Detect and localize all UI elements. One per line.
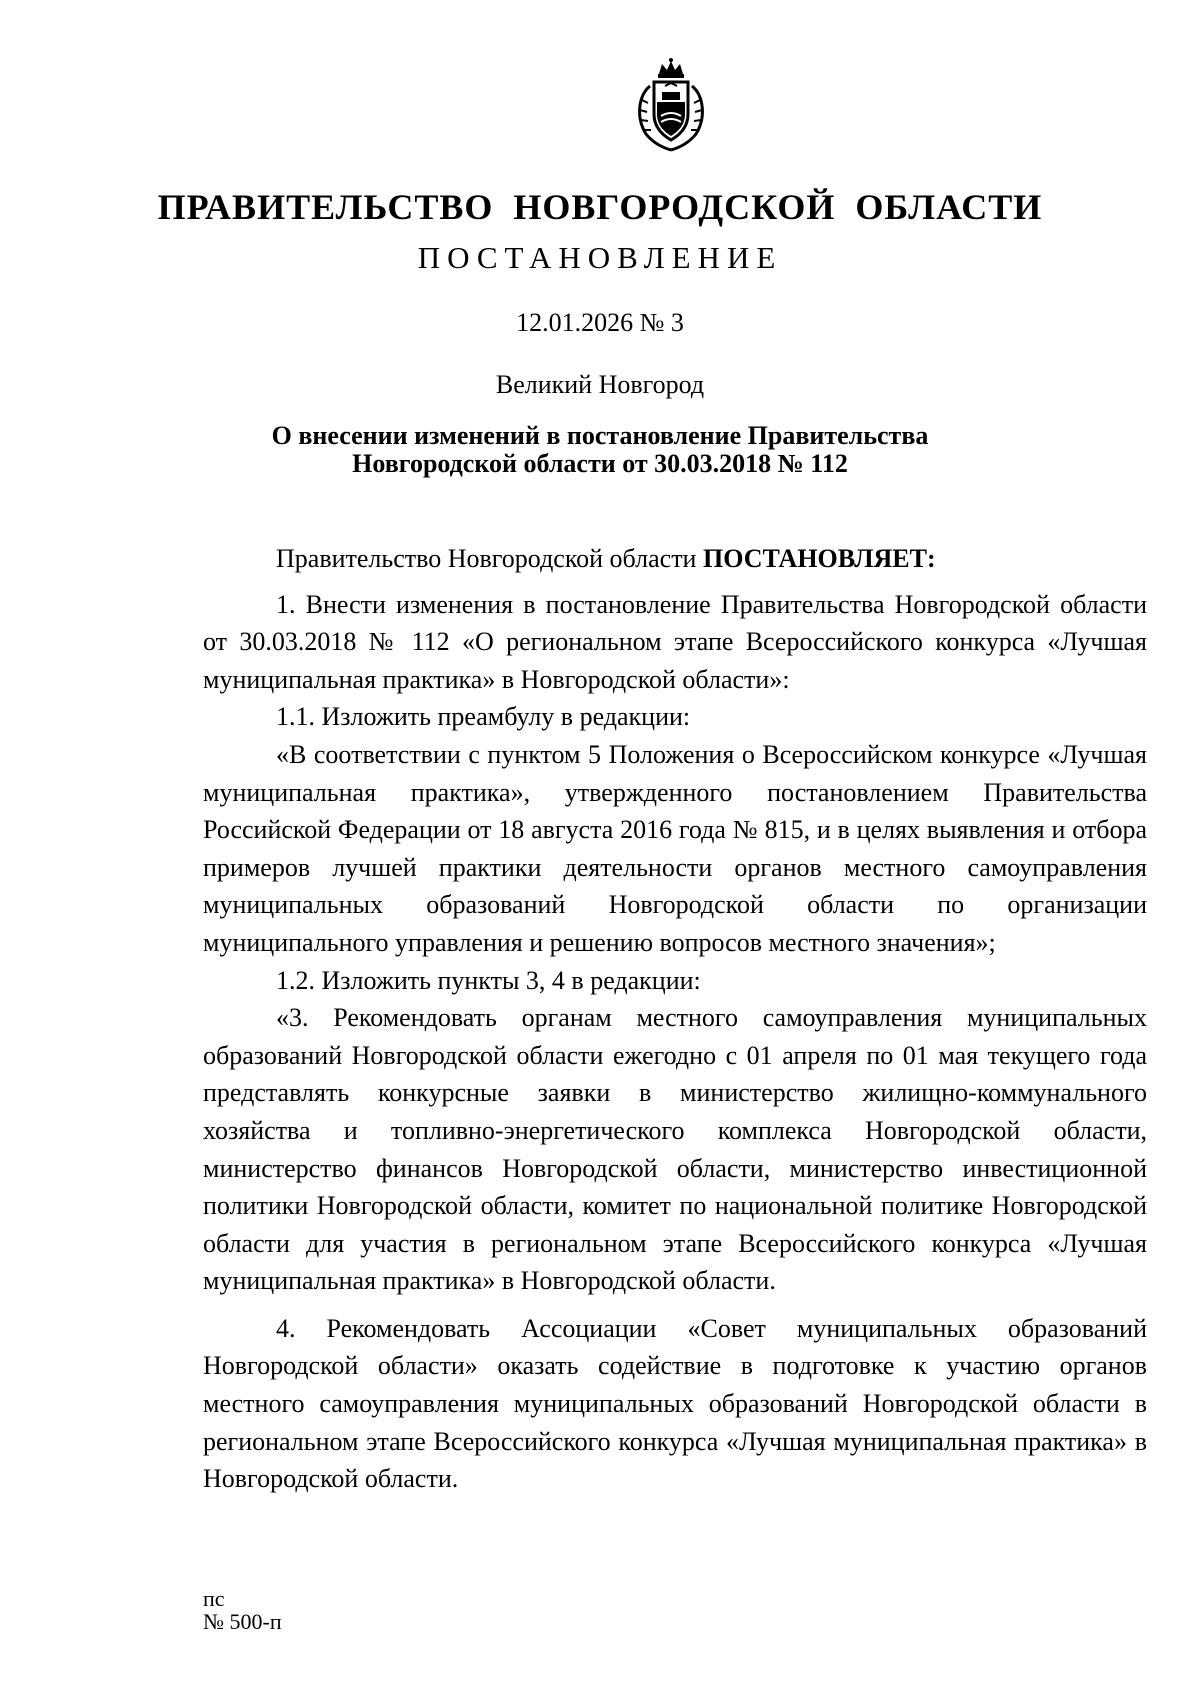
preamble [203, 540, 1147, 578]
paragraph-4: 4. Рекомендовать Ассоциации «Совет муниципальных образований Новгородской области» оказать содействие в подготовке к участию органов местного самоуправления муниципальных образований Новгородской области в региональном этапе Всероссийского конкурса «Лучшая муниципальная практика» в Новгородской области. [203, 1313, 1147, 1494]
document-body [203, 540, 1147, 1498]
subject-line-1: О внесении изменений в постановление Правительства [271, 421, 929, 450]
footer-number: № 500-п [203, 1609, 282, 1634]
document-footer [203, 1587, 282, 1633]
paragraph-1-2: 1.2. Изложить пункты 3, 4 в редакции: [276, 965, 701, 995]
paragraph-1-1-quote: «В соответствии с пунктом 5 Положения о Всероссийском конкурсе «Лучшая муниципальная практика», утвержденного постановлением Правительства Российской Федерации от 18 августа 2016 года № 815, и в целях выявления и отбора примеров лучшей практики деятельности органов местного самоуправления муниципальных образований Новгородской области по организации муниципального управления и решению вопросов местного значения»; [203, 739, 1147, 957]
preamble-text: Правительство Новгородской области [276, 544, 703, 573]
coat-of-arms-icon [632, 56, 710, 154]
paragraph-1-1: 1.1. Изложить преамбулу в редакции: [276, 702, 691, 732]
footer-code: пс [203, 1586, 225, 1611]
paragraph-3: «3. Рекомендовать органам местного самоуправления муниципальных образований Новгородской области ежегодно с 01 апреля по 01 мая текущего года представлять конкурсные заявки в министерство жилищно-коммунального хозяйства и топливно-энергетического комплекса Новгородской области, министерство финансов Новгородской области, министерство инвестиционной политики Новгородской области, комитет по национальной политике Новгородской области для участия в региональном этапе Всероссийского конкурса «Лучшая муниципальная практика» в Новгородской области. [203, 1003, 1147, 1296]
government-title: ПРАВИТЕЛЬСТВО НОВГОРОДСКОЙ ОБЛАСТИ [157, 187, 1043, 227]
paragraph-1: 1. Внести изменения в постановление Правительства Новгородской области от 30.03.2018 № 112 «О региональном этапе Всероссийского конкурса «Лучшая муниципальная практика» в Новгородской области»: [203, 589, 1147, 694]
document-subject [0, 422, 1200, 478]
document-city: Великий Новгород [495, 370, 705, 399]
resolves-keyword: ПОСТАНОВЛЯЕТ: [702, 544, 936, 573]
subject-line-2: Новгородской области от 30.03.2018 № 112 [352, 449, 848, 478]
document-type: ПОСТАНОВЛЕНИЕ [417, 240, 783, 275]
document-date-number: 12.01.2026 № 3 [516, 308, 684, 337]
